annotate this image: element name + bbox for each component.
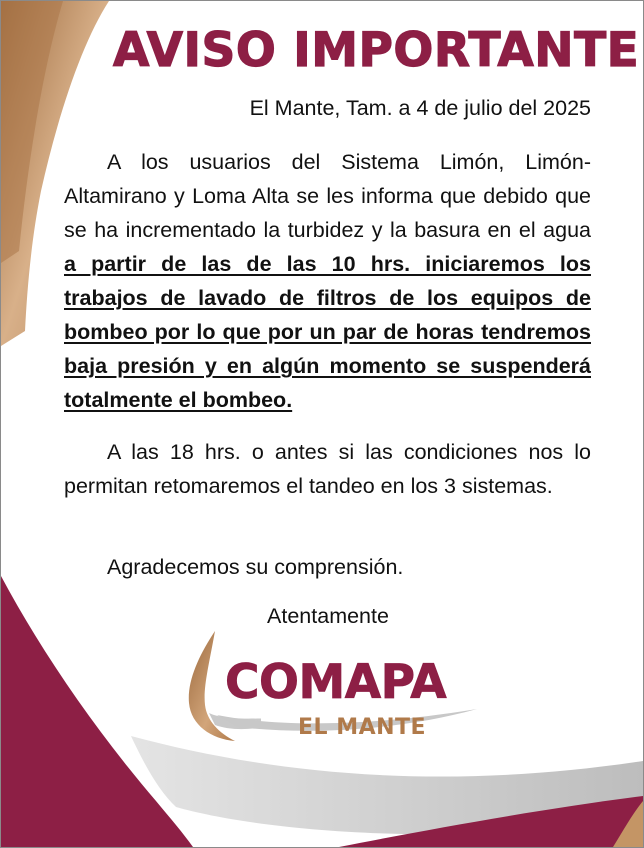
notice-title: AVISO IMPORTANTE xyxy=(113,23,640,78)
notice-body xyxy=(64,145,591,521)
thanks-line: Agradecemos su comprensión. xyxy=(107,555,404,579)
paragraph-1 xyxy=(64,145,591,417)
paragraph-2: A las 18 hrs. o antes si las condiciones nos lo permitan retomaremos el tandeo en los 3 sistemas. xyxy=(64,440,591,498)
logo-name: COMAPA xyxy=(225,655,447,710)
comapa-logo xyxy=(181,629,491,749)
paragraph-1-intro: A los usuarios del Sistema Limón, Limón-Altamirano y Loma Alta se les informa que debido que se ha incrementado la turbidez y la basura en el agua xyxy=(64,150,591,242)
date-line: El Mante, Tam. a 4 de julio del 2025 xyxy=(249,96,591,120)
logo-subtitle: EL MANTE xyxy=(298,715,427,740)
closing-line: Atentamente xyxy=(267,604,389,628)
paragraph-1-emphasis: a partir de las de las 10 hrs. iniciaremos los trabajos de lavado de filtros de los equipos de bombeo por lo que por un par de horas tendremos baja presión y en algún momento se suspenderá totalmente el bombeo. xyxy=(64,252,591,412)
